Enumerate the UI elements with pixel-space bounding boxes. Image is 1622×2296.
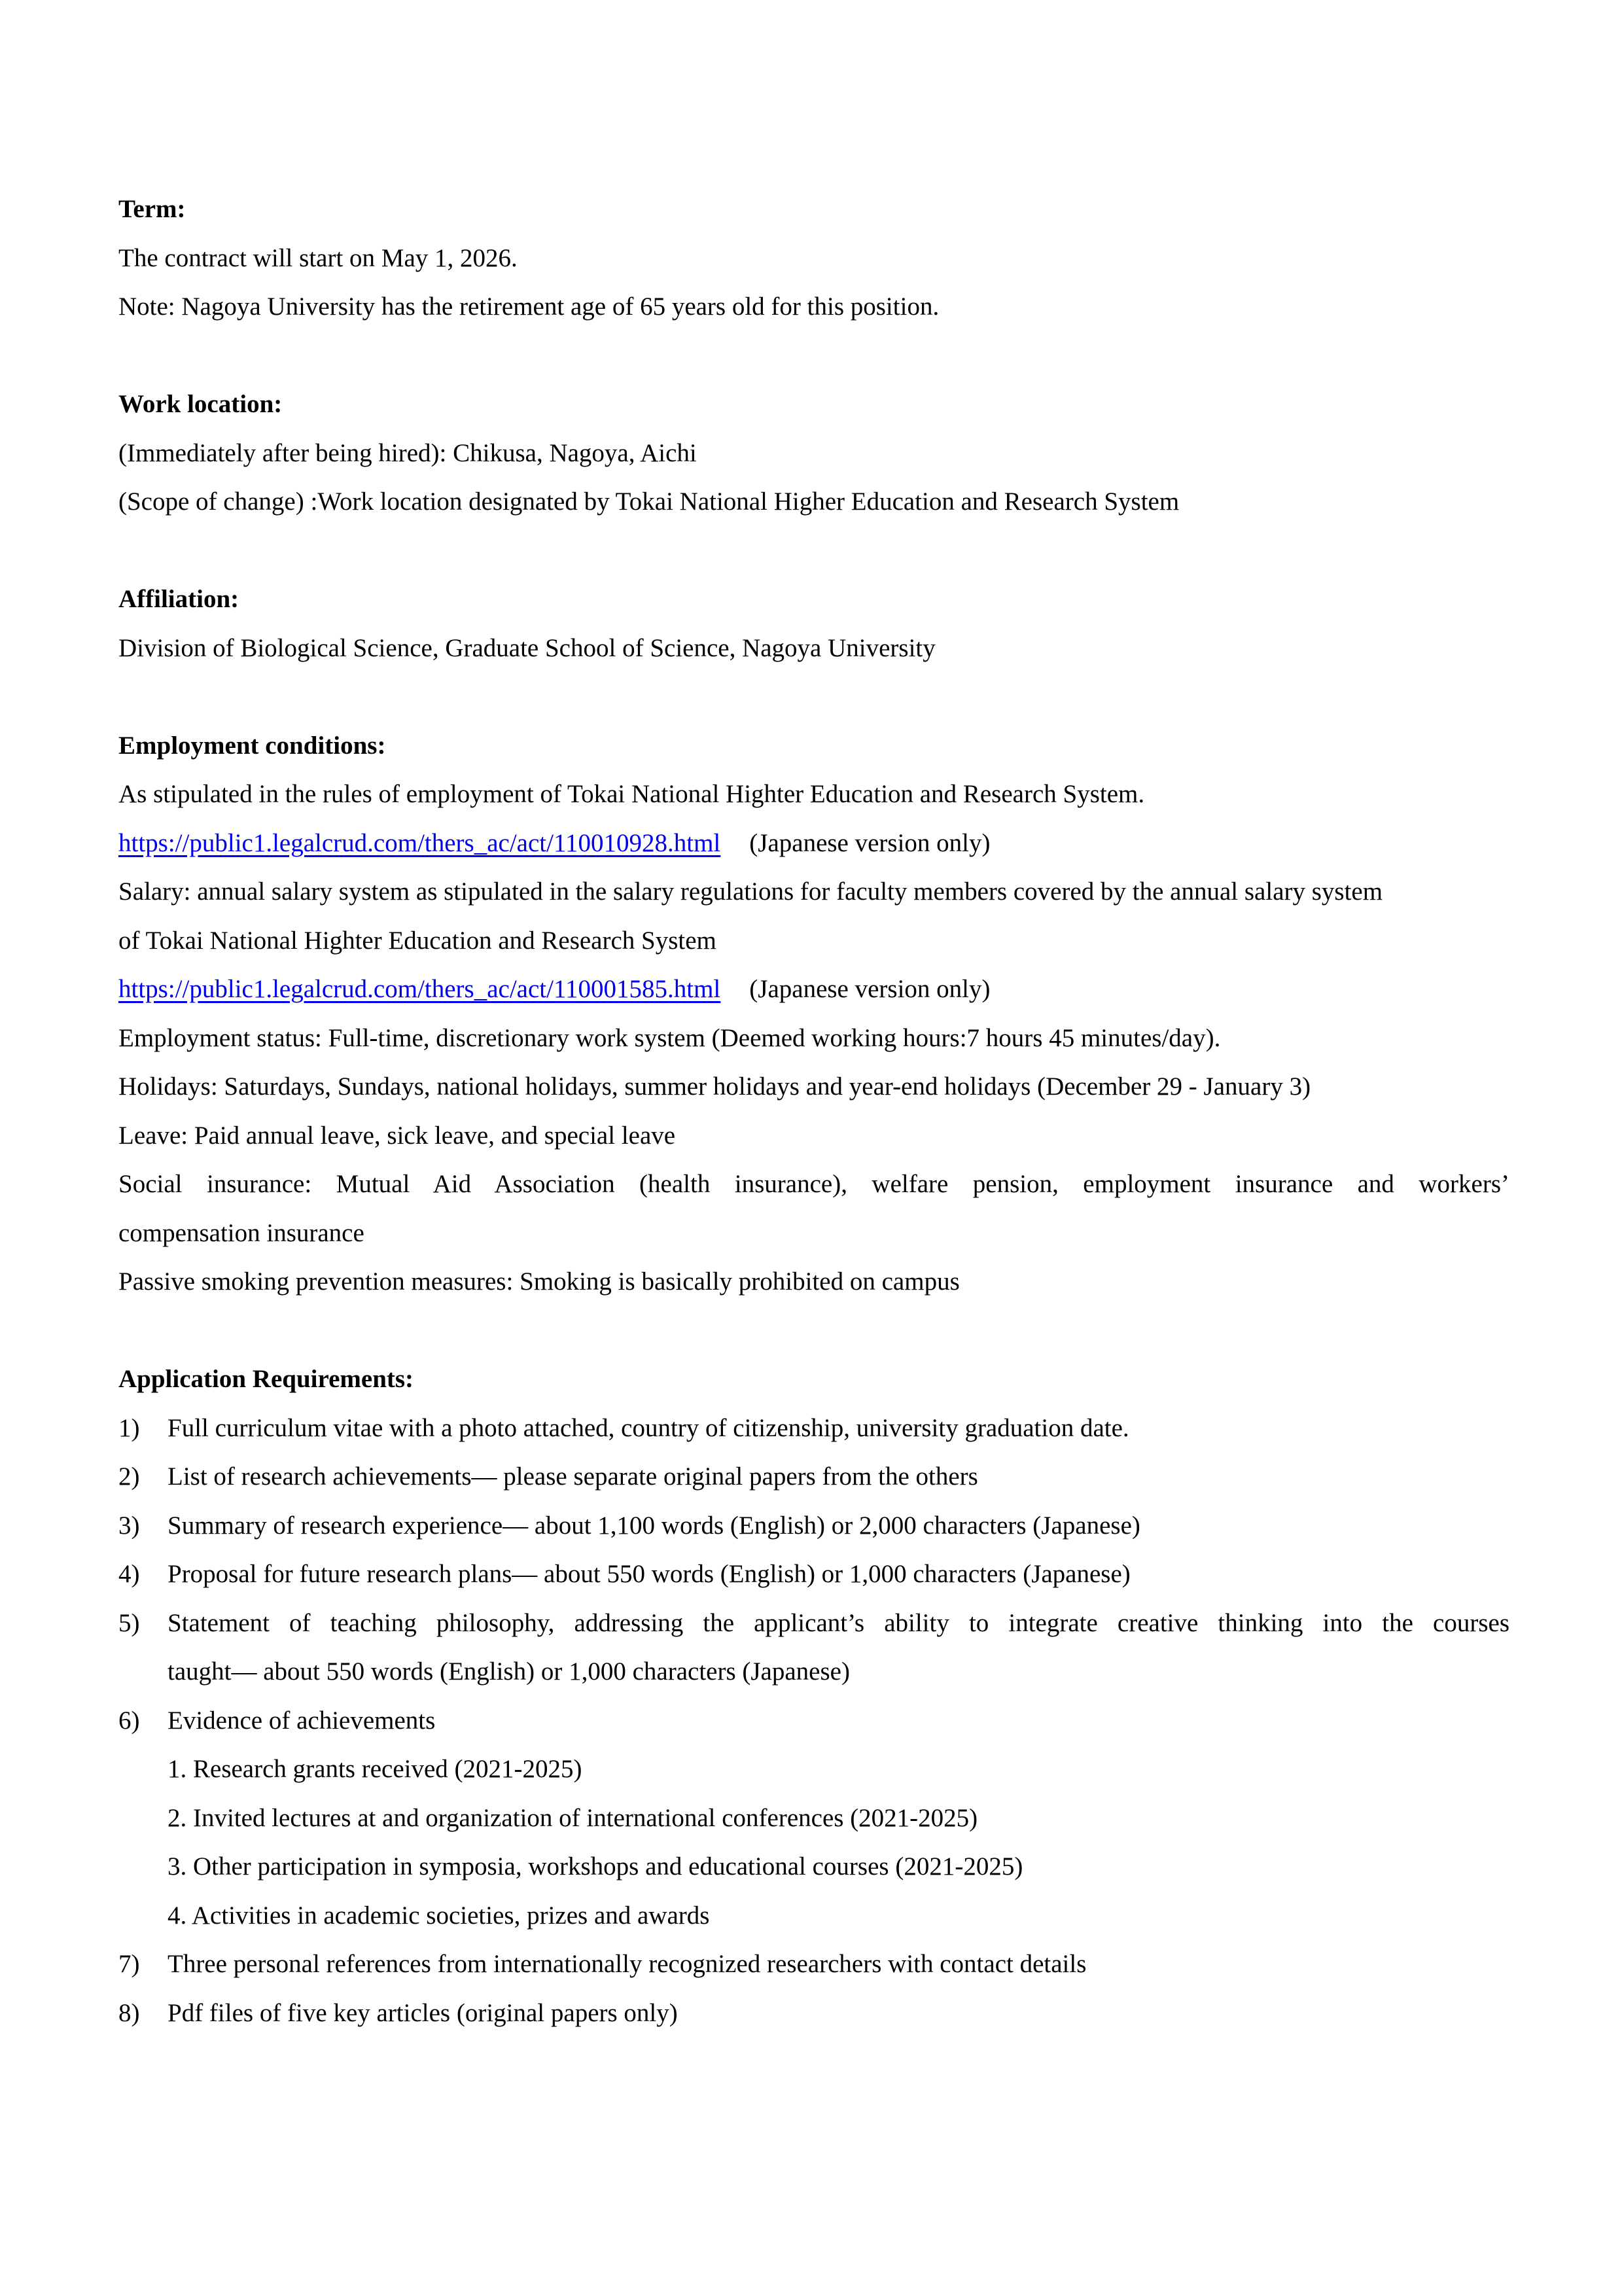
- employment-rules-text: As stipulated in the rules of employment of Tokai National Highter Education and Research System.: [118, 780, 1145, 808]
- requirement-item: [118, 1697, 1509, 1746]
- section-spacer: [118, 332, 1509, 381]
- employment-holidays: Holidays: Saturdays, Sundays, national holidays, summer holidays and year-end holidays (December 29 - January 3): [118, 1072, 1311, 1101]
- requirement-number: 1): [118, 1413, 140, 1442]
- smoking-measures: Passive smoking prevention measures: Smoking is basically prohibited on campus: [118, 1267, 960, 1296]
- evidence-sub-item: 2. Invited lectures at and organization of international conferences (2021-2025): [167, 1803, 978, 1832]
- employment-status: Employment status: Full-time, discretionary work system (Deemed working hours:7 hours 45 minutes/day).: [118, 1023, 1221, 1052]
- social-insurance-line-1: Social insurance: Mutual Aid Association (health insurance), welfare pension, employment insurance and workers’: [118, 1170, 1509, 1198]
- requirement-item: [118, 1599, 1509, 1648]
- employment-leave: Leave: Paid annual leave, sick leave, and special leave: [118, 1121, 676, 1150]
- evidence-sub-item: 4. Activities in academic societies, prizes and awards: [167, 1901, 710, 1930]
- requirement-text-line-2: taught— about 550 words (English) or 1,000 characters (Japanese): [167, 1657, 850, 1686]
- requirement-text: Full curriculum vitae with a photo attached, country of citizenship, university graduation date.: [167, 1413, 1129, 1442]
- work-location-heading: Work location:: [118, 390, 283, 418]
- requirement-item: [118, 1453, 1509, 1502]
- term-retirement-note: Note: Nagoya University has the retirement age of 65 years old for this position.: [118, 292, 940, 321]
- salary-link-note: (Japanese version only): [749, 975, 991, 1003]
- requirement-item: [118, 1502, 1509, 1551]
- salary-link-row: [118, 965, 1509, 1014]
- salary-text-line-2: of Tokai National Highter Education and Research System: [118, 926, 716, 955]
- work-location-scope: (Scope of change) :Work location designated by Tokai National Higher Education and Research System: [118, 487, 1180, 516]
- requirement-item: [118, 1404, 1509, 1453]
- employment-heading: Employment conditions:: [118, 731, 386, 760]
- requirement-text: Pdf files of five key articles (original papers only): [167, 1998, 678, 2027]
- requirement-number: 2): [118, 1462, 140, 1491]
- requirement-item: [118, 1940, 1509, 1989]
- employment-rules-link[interactable]: https://public1.legalcrud.com/thers_ac/act/110010928.html: [118, 828, 721, 857]
- requirement-text-line-1: Statement of teaching philosophy, addressing the applicant’s ability to integrate creative thinking into the courses: [167, 1608, 1509, 1637]
- requirement-text: Summary of research experience— about 1,100 words (English) or 2,000 characters (Japanese): [167, 1511, 1140, 1540]
- requirement-number: 4): [118, 1560, 140, 1588]
- evidence-sub-item: 3. Other participation in symposia, workshops and educational courses (2021-2025): [167, 1852, 1023, 1881]
- requirements-heading: Application Requirements:: [118, 1365, 414, 1393]
- requirement-number: 5): [118, 1608, 140, 1637]
- requirement-text: Proposal for future research plans— about 550 words (English) or 1,000 characters (Japanese): [167, 1560, 1131, 1588]
- salary-link[interactable]: https://public1.legalcrud.com/thers_ac/act/110001585.html: [118, 975, 721, 1003]
- term-heading: Term:: [118, 195, 186, 223]
- employment-rules-link-row: [118, 819, 1509, 868]
- section-spacer: [118, 527, 1509, 576]
- document-page: [118, 185, 1509, 2038]
- social-insurance-line-2: compensation insurance: [118, 1218, 364, 1247]
- evidence-sub-item: 1. Research grants received (2021-2025): [167, 1755, 582, 1783]
- requirement-number: 8): [118, 1998, 140, 2027]
- requirement-number: 3): [118, 1511, 140, 1540]
- requirement-number: 6): [118, 1706, 140, 1735]
- term-start-date: The contract will start on May 1, 2026.: [118, 243, 518, 272]
- requirement-text: Three personal references from internationally recognized researchers with contact details: [167, 1950, 1087, 1978]
- requirement-item-continuation: [118, 1648, 1509, 1697]
- work-location-initial: (Immediately after being hired): Chikusa, Nagoya, Aichi: [118, 438, 697, 467]
- section-spacer: [118, 1307, 1509, 1356]
- affiliation-heading: Affiliation:: [118, 585, 239, 613]
- salary-text-line-1: Salary: annual salary system as stipulated in the salary regulations for faculty members covered by the annual salary system: [118, 877, 1383, 906]
- section-spacer: [118, 673, 1509, 722]
- requirement-item: [118, 1550, 1509, 1599]
- requirement-number: 7): [118, 1950, 140, 1978]
- employment-rules-link-note: (Japanese version only): [749, 828, 991, 857]
- requirement-item: [118, 1989, 1509, 2038]
- requirement-text: Evidence of achievements: [167, 1706, 436, 1735]
- requirement-text: List of research achievements— please separate original papers from the others: [167, 1462, 978, 1491]
- affiliation-text: Division of Biological Science, Graduate School of Science, Nagoya University: [118, 633, 936, 662]
